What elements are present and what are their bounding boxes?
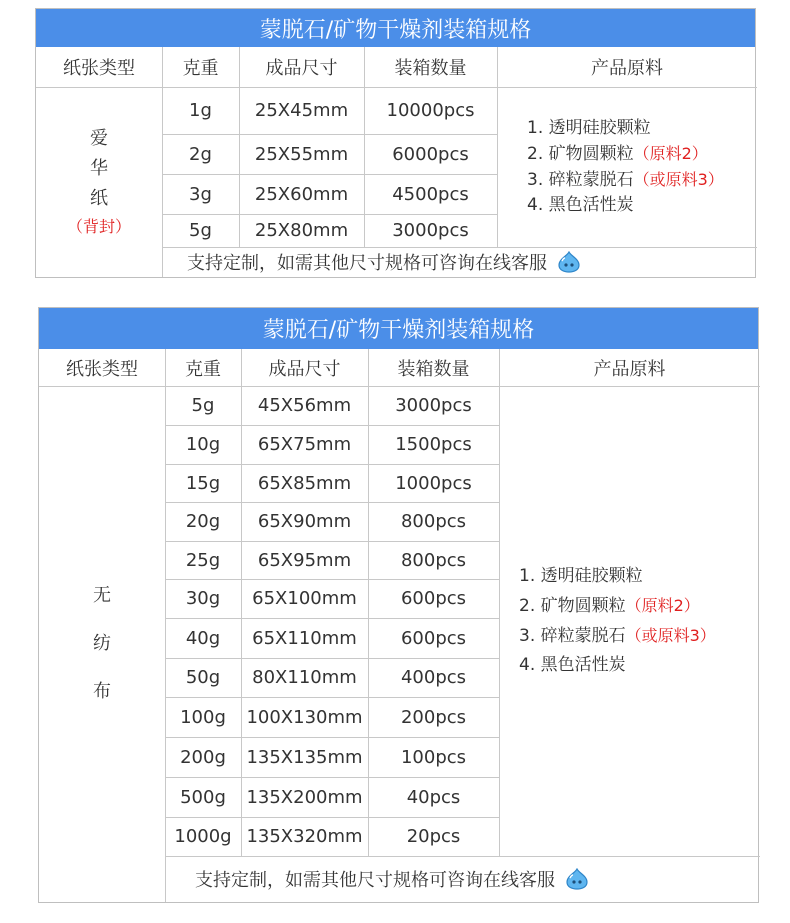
materials-list [519, 386, 760, 856]
table-cell: 5g [191, 395, 215, 416]
spec-table-2 [38, 307, 759, 903]
column-header: 成品尺寸 [268, 358, 341, 380]
table-cell: 1000pcs [395, 472, 472, 494]
material-text: 2. 矿物圆颗粒 [519, 596, 626, 616]
column-header: 装箱数量 [397, 358, 470, 380]
table-cell: 1000g [174, 826, 232, 847]
paper-char: 纺 [93, 633, 111, 654]
table-cell: 65X95mm [257, 549, 352, 571]
divider [241, 349, 242, 386]
column-header: 产品原料 [591, 58, 663, 79]
table-cell: 4500pcs [392, 183, 469, 205]
water-drop-chat-icon[interactable] [557, 251, 581, 273]
table-cell: 100X130mm [246, 706, 363, 728]
column-header: 产品原料 [593, 358, 666, 380]
table-cell: 100g [180, 706, 226, 728]
material-text: 4. 黑色活性炭 [519, 655, 626, 675]
table-cell: 25X45mm [254, 100, 349, 121]
table-cell: 20pcs [406, 826, 461, 847]
table-cell: 800pcs [400, 549, 467, 571]
material-item [527, 116, 757, 141]
table-cell: 25X80mm [254, 220, 349, 241]
materials-list [527, 87, 757, 247]
divider [497, 47, 498, 87]
footer-text: 支持定制，如需其他尺寸规格可咨询在线客服 [187, 253, 547, 274]
divider [162, 47, 163, 87]
table-cell: 40pcs [406, 786, 461, 808]
material-item [527, 167, 757, 193]
table-cell: 25X55mm [254, 143, 349, 165]
paper-char: 布 [93, 681, 111, 702]
material-text: 3. 碎粒蒙脱石 [519, 626, 626, 646]
material-text: 2. 矿物圆颗粒 [527, 144, 634, 164]
material-text: 1. 透明硅胶颗粒 [519, 566, 643, 586]
table-cell: 135X320mm [246, 826, 363, 847]
divider [239, 47, 240, 87]
table-cell: 400pcs [400, 667, 467, 688]
material-note: （原料2） [625, 596, 700, 615]
divider [364, 47, 365, 87]
table-cell: 200pcs [400, 706, 467, 728]
material-item [527, 193, 757, 218]
water-drop-chat-icon[interactable] [565, 868, 589, 890]
divider [165, 349, 166, 386]
column-header: 纸张类型 [66, 358, 138, 380]
material-note: （或原料3） [625, 626, 716, 645]
column-header: 克重 [185, 358, 221, 380]
table-cell: 15g [185, 472, 221, 494]
table-cell: 10000pcs [386, 100, 475, 121]
material-text: 4. 黑色活性炭 [527, 195, 634, 215]
column-header: 装箱数量 [394, 58, 467, 79]
table-cell: 200g [180, 746, 226, 768]
table-cell: 135X200mm [246, 786, 363, 808]
material-item [519, 562, 760, 591]
table-cell: 3000pcs [395, 395, 472, 416]
table-cell: 65X85mm [257, 472, 352, 494]
table-cell: 3000pcs [392, 220, 469, 241]
table-cell: 40g [185, 627, 221, 649]
table-cell: 800pcs [400, 511, 467, 532]
spec-table-1 [35, 8, 756, 278]
divider [499, 349, 500, 386]
column-header: 成品尺寸 [265, 58, 338, 79]
divider [497, 87, 498, 247]
footer-note [187, 247, 757, 277]
table-cell: 600pcs [400, 627, 467, 649]
material-item [519, 651, 760, 680]
table-cell: 65X75mm [257, 434, 352, 455]
table-cell: 25g [185, 549, 221, 571]
material-note: （或原料3） [633, 170, 724, 189]
paper-type [36, 87, 162, 277]
table-title: 蒙脱石/矿物干燥剂装箱规格 [36, 9, 755, 47]
table-cell: 100pcs [400, 746, 467, 768]
paper-type [39, 386, 165, 902]
material-text: 1. 透明硅胶颗粒 [527, 118, 651, 138]
column-header: 克重 [182, 58, 219, 79]
table-cell: 50g [185, 667, 221, 688]
table-cell: 2g [189, 143, 212, 165]
divider [499, 386, 500, 856]
paper-char: 纸 [90, 188, 108, 209]
table-cell: 1500pcs [395, 434, 472, 455]
table-title: 蒙脱石/矿物干燥剂装箱规格 [39, 308, 758, 349]
table-cell: 6000pcs [392, 143, 469, 165]
table-cell: 1g [189, 100, 212, 121]
material-note: （原料2） [633, 144, 708, 163]
column-header: 纸张类型 [63, 58, 135, 79]
material-text: 3. 碎粒蒙脱石 [527, 170, 634, 190]
table-cell: 25X60mm [254, 183, 349, 205]
table-cell: 65X100mm [252, 588, 357, 609]
paper-char: 华 [90, 158, 108, 179]
paper-char: 爱 [90, 128, 108, 149]
table-cell: 600pcs [400, 588, 467, 609]
table-cell: 65X110mm [252, 627, 357, 649]
material-item [519, 591, 760, 621]
table-cell: 80X110mm [252, 667, 357, 688]
material-item [519, 621, 760, 651]
table-cell: 500g [180, 786, 226, 808]
table-cell: 10g [185, 434, 221, 455]
table-cell: 5g [189, 220, 212, 241]
paper-note: （背封） [66, 217, 131, 236]
table-cell: 65X90mm [257, 511, 352, 532]
footer-note [195, 856, 760, 902]
table-cell: 45X56mm [257, 395, 352, 416]
table-cell: 3g [189, 183, 212, 205]
footer-text: 支持定制，如需其他尺寸规格可咨询在线客服 [195, 870, 555, 891]
table-cell: 135X135mm [246, 746, 363, 768]
paper-char: 无 [93, 585, 111, 606]
material-item [527, 141, 757, 167]
divider [368, 349, 369, 386]
table-cell: 20g [185, 511, 221, 532]
table-cell: 30g [185, 588, 221, 609]
